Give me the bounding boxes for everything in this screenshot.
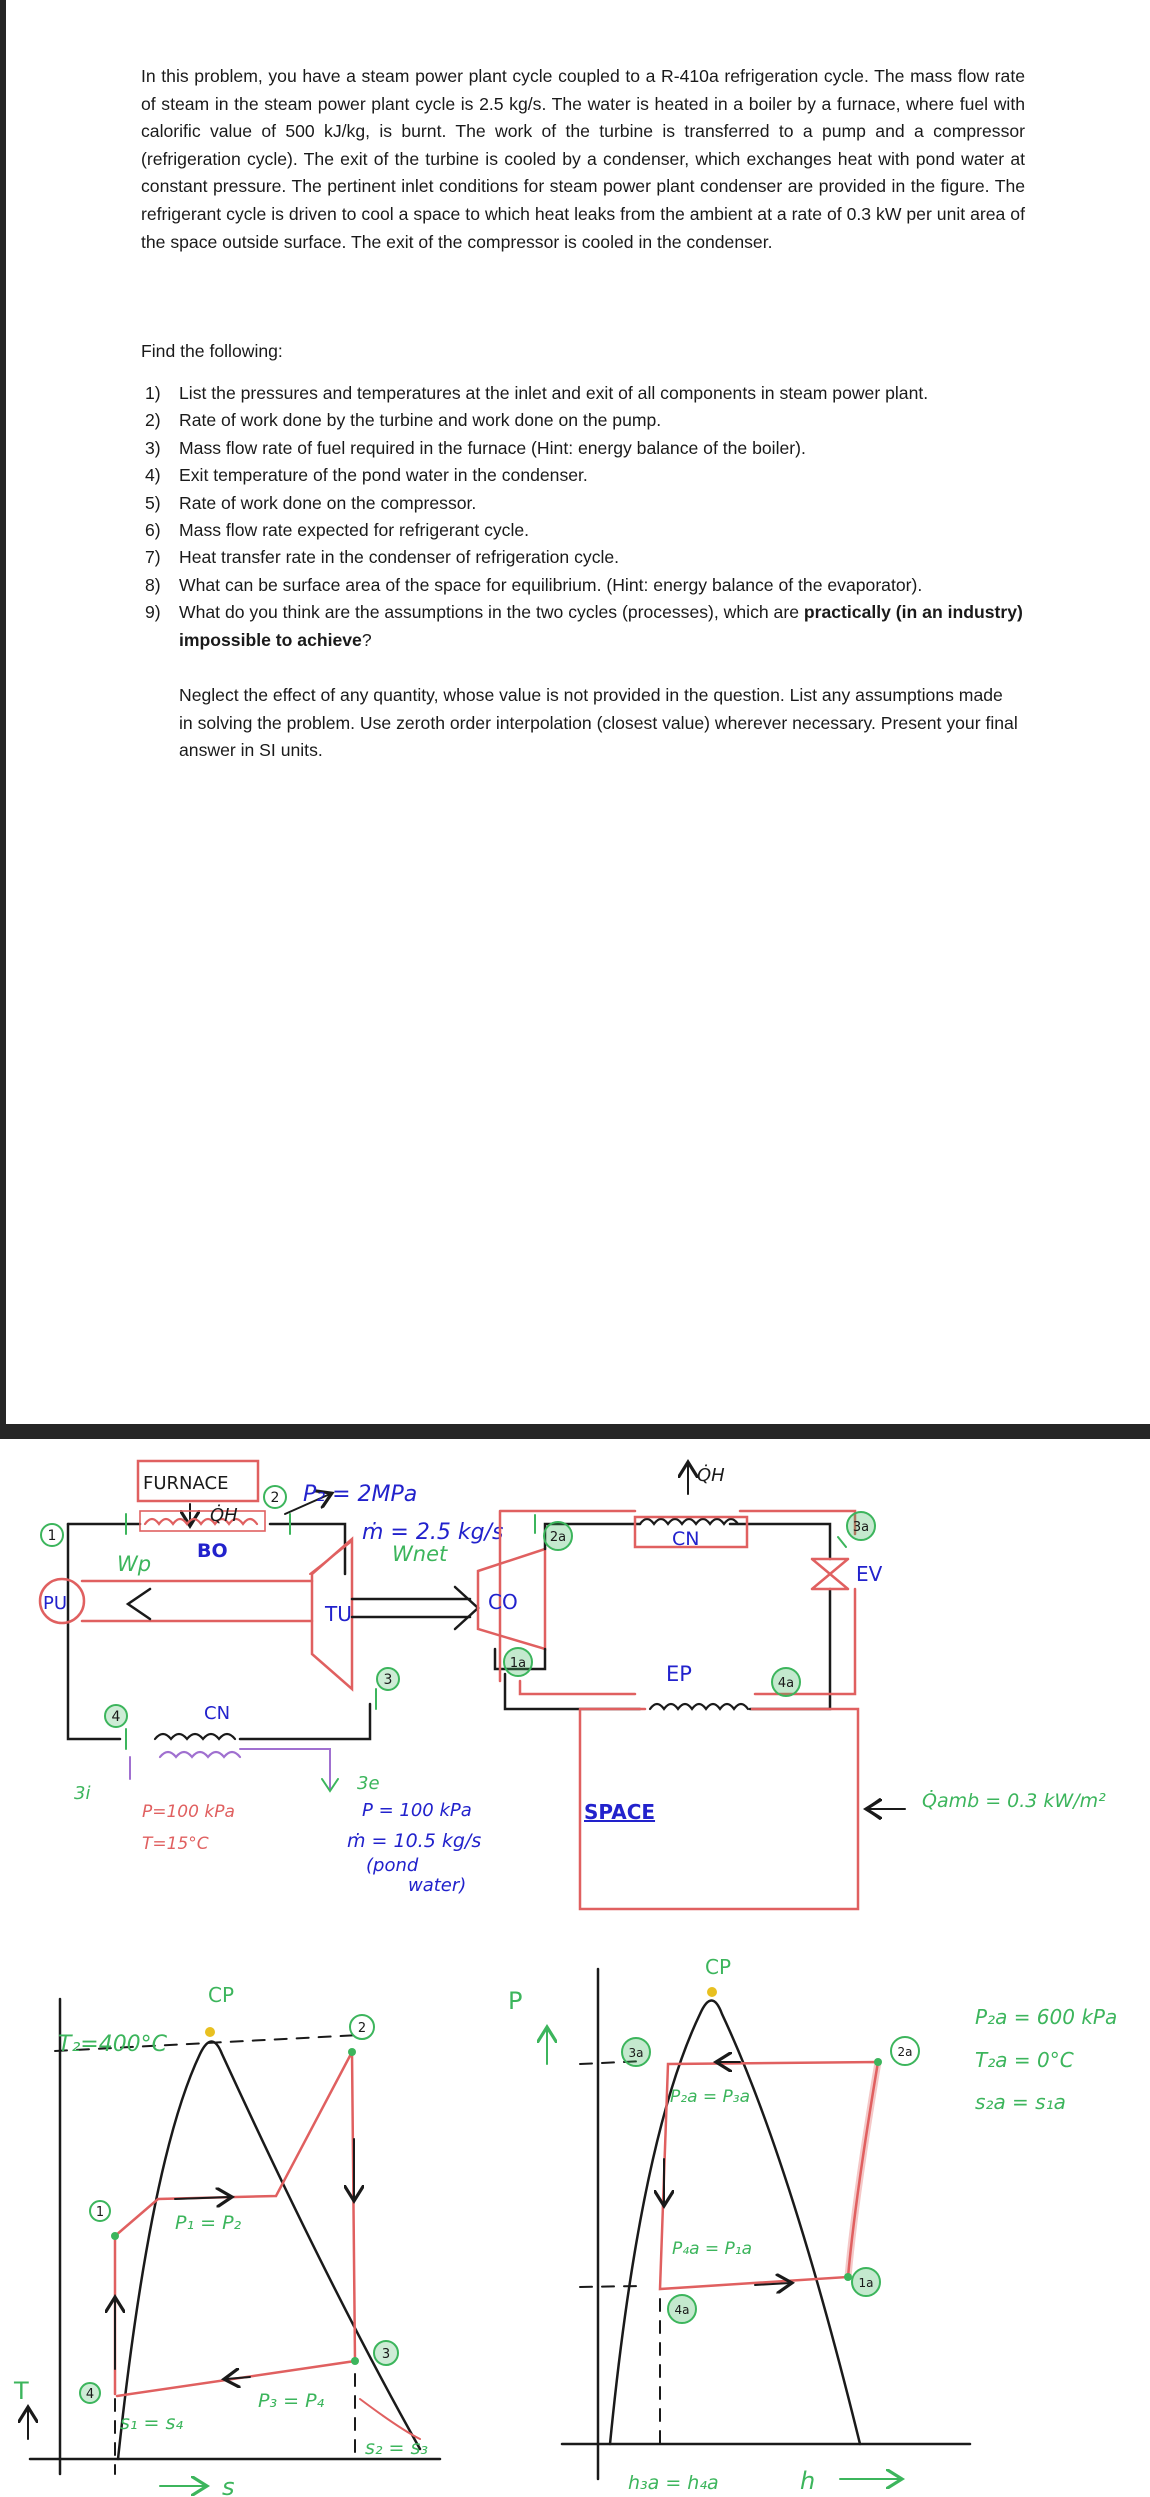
state-4-marker: 4 bbox=[111, 1709, 121, 1725]
intro-line: where fuel with calorific value of 500 kJ/kg, is burnt. The work of the turbine is transferred to a pump and bbox=[141, 93, 1025, 142]
furnace-label: FURNACE bbox=[143, 1473, 229, 1494]
intro-line: a compressor (refrigeration cycle). The exit of the turbine is cooled by a condenser, which exchanges heat bbox=[141, 121, 1026, 169]
pond-exit-mass-flow: ṁ = 10.5 kg/s bbox=[347, 1830, 482, 1852]
ts-state-1: 1 bbox=[95, 2205, 105, 2220]
intro-paragraph bbox=[141, 63, 1025, 256]
ts-state-4: 4 bbox=[85, 2387, 95, 2402]
question-text: Rate of work done on the compressor. bbox=[179, 492, 477, 513]
p2-label: P₂ = 2MPa bbox=[303, 1482, 418, 1507]
question-item bbox=[141, 380, 1041, 407]
question-text: Mass flow rate of fuel required in the furnace (Hint: energy balance of the boiler). bbox=[179, 437, 806, 458]
p-axis-label: P bbox=[508, 1987, 523, 2015]
pump-work-label: Wp bbox=[117, 1552, 152, 1576]
pond-note-2: water) bbox=[408, 1875, 467, 1896]
question-text: List the pressures and temperatures at the inlet and exit of all components in steam power plant. bbox=[179, 383, 929, 403]
question-item bbox=[141, 462, 1041, 489]
intro-line: flow rate of steam in the steam power plant cycle is 2.5 kg/s. The water is heated in a boiler by a furnace, bbox=[141, 66, 1025, 114]
s2-s3-label: s₂ = s₃ bbox=[365, 2437, 429, 2459]
ph-state-1a: 1a bbox=[858, 2276, 874, 2290]
pond-inlet-state: 3i bbox=[74, 1783, 91, 1804]
question-number: 5) bbox=[145, 492, 161, 513]
pond-exit-state: 3e bbox=[357, 1773, 380, 1794]
boiler-label: BO bbox=[197, 1540, 228, 1562]
ph-diagram-labels bbox=[508, 1955, 1117, 2495]
boiler-coil bbox=[145, 1519, 257, 1524]
ph-critical-point: CP bbox=[705, 1955, 732, 1979]
state-4a-marker: 4a bbox=[777, 1676, 795, 1691]
evaporator-label: EP bbox=[666, 1662, 692, 1686]
given-s2a: s₂a = s₁a bbox=[975, 2090, 1066, 2114]
state-2-marker: 2 bbox=[270, 1490, 280, 1506]
state-3a-marker: 3a bbox=[852, 1520, 870, 1535]
page-divider bbox=[0, 1424, 1150, 1439]
ambient-heat-label: Q̇amb = 0.3 kW/m² bbox=[922, 1790, 1106, 1812]
intro-line: ambient at a rate of 0.3 kW per unit area of the space outside surface. The exit of the compressor is cooled bbox=[141, 203, 1025, 252]
question-item bbox=[141, 490, 1041, 517]
ts-diagram bbox=[28, 1999, 440, 2486]
find-heading: Find the following: bbox=[141, 341, 283, 361]
question-number: 2) bbox=[145, 410, 161, 431]
question-text: What do you think are the assumptions in the two cycles (processes), which are bbox=[179, 602, 804, 623]
question-number: 7) bbox=[145, 547, 161, 568]
pump-label: PU bbox=[43, 1593, 68, 1614]
question-number: 1) bbox=[145, 383, 161, 403]
boiler-heat-label: Q̇H bbox=[210, 1505, 238, 1526]
question-number: 3) bbox=[145, 437, 161, 458]
question-text: What can be surface area of the space for equilibrium. (Hint: energy balance of the evaporator). bbox=[179, 574, 923, 595]
state-1-marker: 1 bbox=[47, 1528, 57, 1544]
state-2a-marker: 2a bbox=[549, 1530, 567, 1545]
question-text-end: ? bbox=[361, 629, 372, 650]
s1-s4-label: s₁ = s₄ bbox=[120, 2412, 184, 2434]
refrig-condenser-label: CN bbox=[672, 1528, 700, 1550]
note-line: Neglect the effect of any quantity, whose value is not provided in the question. List any bbox=[179, 685, 851, 705]
refrig-heat-out-label: Q̇H bbox=[697, 1465, 725, 1486]
p1-p2-label: P₁ = P₂ bbox=[175, 2212, 242, 2234]
pond-water-coil bbox=[160, 1752, 240, 1757]
handwritten-sketch bbox=[0, 1439, 1150, 2497]
question-item bbox=[141, 599, 1041, 654]
mass-flow-label: ṁ = 2.5 kg/s bbox=[362, 1520, 504, 1545]
question-number: 8) bbox=[145, 574, 161, 595]
pond-exit-pressure: P = 100 kPa bbox=[362, 1800, 472, 1821]
p2a-p3a-label: P₂a = P₃a bbox=[670, 2087, 751, 2107]
intro-line: in the condenser. bbox=[638, 231, 773, 252]
intro-line: with pond water at constant pressure. The pertinent inlet conditions for steam power plant condenser bbox=[141, 148, 1026, 197]
question-number: 6) bbox=[145, 520, 161, 541]
question-number: 9) bbox=[145, 602, 161, 623]
expansion-valve-label: EV bbox=[856, 1562, 883, 1586]
ts-state-2: 2 bbox=[357, 2021, 367, 2036]
compressor-label: CO bbox=[488, 1590, 518, 1614]
ph-state-2a: 2a bbox=[897, 2045, 913, 2059]
question-item bbox=[141, 435, 1041, 462]
pond-note-1: (pond bbox=[366, 1855, 419, 1876]
question-item bbox=[141, 572, 1041, 599]
ts-critical-point: CP bbox=[208, 1983, 235, 2007]
given-t2a: T₂a = 0°C bbox=[975, 2048, 1074, 2072]
question-text: Exit temperature of the pond water in the condenser. bbox=[179, 465, 588, 486]
p4a-p1a-label: P₄a = P₁a bbox=[672, 2239, 753, 2259]
note-line: necessary. Present your final answer in SI units. bbox=[179, 712, 1018, 761]
space-label: SPACE bbox=[584, 1800, 656, 1824]
ts-diagram-labels bbox=[13, 1983, 428, 2497]
h-axis-label: h bbox=[800, 2467, 816, 2495]
t2-label: T₂=400°C bbox=[58, 2032, 168, 2057]
state-1a-marker: 1a bbox=[509, 1656, 527, 1671]
intro-line: In this problem, you have a steam power plant cycle coupled to a R-410a refrigeration cycle. The mass bbox=[141, 66, 953, 86]
ts-state-markers bbox=[80, 2015, 398, 2403]
ph-state-4a: 4a bbox=[674, 2303, 690, 2317]
net-work-label: Wnet bbox=[392, 1542, 448, 1566]
p3-p4-label: P₃ = P₄ bbox=[258, 2390, 325, 2412]
turbine-label: TU bbox=[325, 1602, 352, 1626]
ts-state-3: 3 bbox=[381, 2347, 391, 2362]
question-item bbox=[141, 407, 1041, 434]
note-line: assumptions made in solving the problem. Use zeroth order interpolation (closest value) wherever bbox=[179, 685, 1003, 733]
s-axis-label: s bbox=[222, 2473, 235, 2497]
pond-inlet-pressure: P=100 kPa bbox=[142, 1802, 235, 1822]
ph-state-3a: 3a bbox=[628, 2046, 644, 2060]
intro-line: are provided in the figure. The refrigerant cycle is driven to cool a space to which heat leaks from the bbox=[141, 176, 1026, 224]
steam-cycle-labels bbox=[43, 1473, 503, 1896]
state-3-marker: 3 bbox=[383, 1672, 393, 1688]
steam-cycle-schematic bbox=[40, 1461, 478, 1791]
expansion-valve-shape bbox=[812, 1559, 848, 1589]
page-left-edge bbox=[0, 0, 6, 1424]
pond-inlet-temp: T=15°C bbox=[142, 1834, 209, 1854]
ph-saturation-dome bbox=[610, 2001, 860, 2445]
t-axis-label: T bbox=[14, 2377, 29, 2405]
question-text: Heat transfer rate in the condenser of refrigeration cycle. bbox=[179, 547, 620, 568]
question-emphasis: practically (in an industry) impossible to achieve bbox=[179, 602, 1023, 650]
question-item bbox=[141, 544, 1041, 571]
question-list bbox=[141, 380, 1041, 654]
question-number: 4) bbox=[145, 465, 161, 486]
h3a-h4a-label: h₃a = h₄a bbox=[628, 2472, 719, 2494]
question-item bbox=[141, 517, 1041, 544]
condenser-label: CN bbox=[204, 1703, 231, 1724]
given-p2a: P₂a = 600 kPa bbox=[975, 2005, 1118, 2029]
instructions-note bbox=[179, 682, 1019, 765]
question-text: Rate of work done by the turbine and work done on the pump. bbox=[179, 410, 662, 431]
question-text: Mass flow rate expected for refrigerant cycle. bbox=[179, 520, 530, 541]
